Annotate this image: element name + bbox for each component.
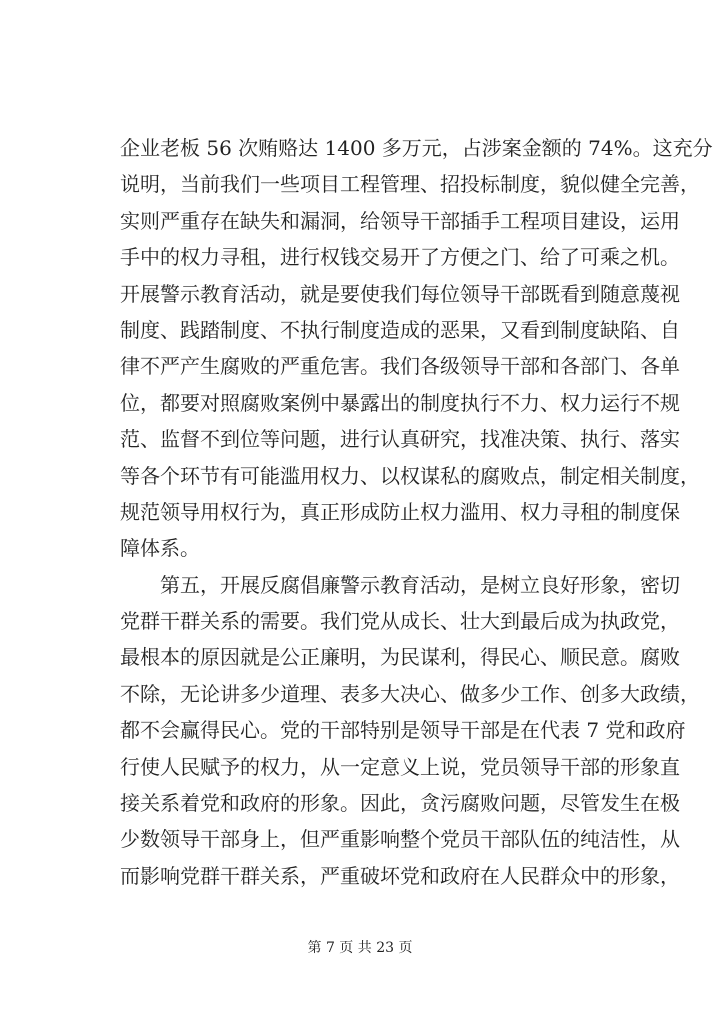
page-number-footer: 第 7 页 共 23 页: [307, 940, 413, 956]
text-line: 手中的权力寻租，进行权钱交易开了方便之门、给了可乘之机。: [120, 245, 680, 270]
text-line: 范、监督不到位等问题，进行认真研究，找准决策、执行、落实: [120, 427, 680, 452]
text-line: 少数领导干部身上，但严重影响整个党员干部队伍的纯洁性，从: [120, 827, 680, 852]
text-line: 规范领导用权行为，真正形成防止权力滥用、权力寻租的制度保: [120, 499, 680, 524]
text-line: 行使人民赋予的权力，从一定意义上说，党员领导干部的形象直: [120, 754, 680, 779]
text-line: 不除，无论讲多少道理、表多大决心、做多少工作、创多大政绩，: [120, 681, 700, 706]
text-line: 都不会赢得民心。党的干部特别是领导干部是在代表 7 党和政府: [120, 718, 686, 743]
paragraph: [120, 567, 700, 895]
document-body: [120, 130, 713, 894]
text-line: 党群干群关系的需要。我们党从成长、壮大到最后成为执政党，: [120, 609, 680, 634]
text-line: 第五，开展反腐倡廉警示教育活动，是树立良好形象，密切: [160, 572, 680, 597]
text-line: 等各个环节有可能滥用权力、以权谋私的腐败点，制定相关制度，: [120, 463, 700, 488]
text-line: 位，都要对照腐败案例中暴露出的制度执行不力、权力运行不规: [120, 390, 680, 415]
text-line: 企业老板 56 次贿赂达 1400 多万元，占涉案金额的 74%。这充分: [120, 136, 713, 160]
paragraph: [120, 130, 713, 567]
text-line: 障体系。: [120, 536, 200, 561]
text-line: 说明，当前我们一些项目工程管理、招投标制度，貌似健全完善，: [120, 172, 700, 197]
text-line: 开展警示教育活动，就是要使我们每位领导干部既看到随意蔑视: [120, 281, 680, 306]
text-line: 制度、践踏制度、不执行制度造成的恶果，又看到制度缺陷、自: [120, 317, 680, 342]
text-line: 最根本的原因就是公正廉明，为民谋利，得民心、顺民意。腐败: [120, 645, 680, 670]
text-line: 而影响党群干群关系，严重破坏党和政府在人民群众中的形象，: [120, 863, 680, 888]
text-line: 实则严重存在缺失和漏洞，给领导干部插手工程项目建设，运用: [120, 208, 680, 233]
text-line: 律不严产生腐败的严重危害。我们各级领导干部和各部门、各单: [120, 354, 680, 379]
text-line: 接关系着党和政府的形象。因此，贪污腐败问题，尽管发生在极: [120, 791, 680, 816]
